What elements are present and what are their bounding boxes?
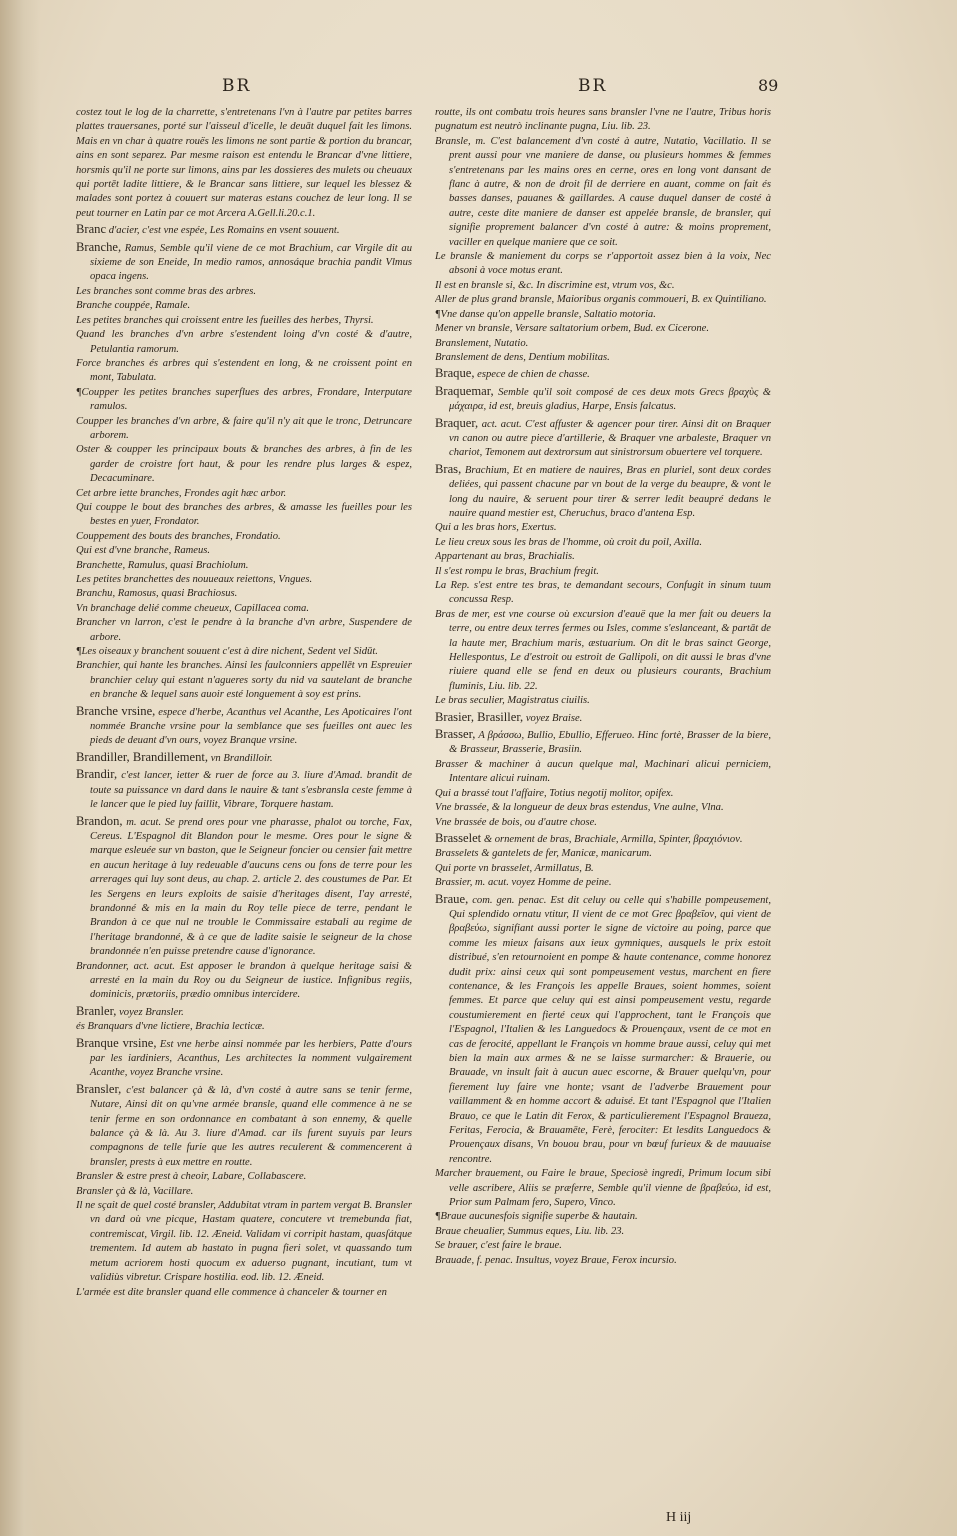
entry-text: Brandonner, act. acut. Est apposer le brandon à quelque heritage saisi & arresté en la main du Roy ou du Seigneur de iustice. Infignibus regiis, dominicis, prætoriis, prædio omnibus intercidere.	[76, 960, 412, 1001]
dictionary-entry	[76, 299, 412, 313]
entry-text: Le lieu creux sous les bras de l'homme, où croit du poil, Axilla.	[435, 536, 702, 548]
dictionary-entry	[76, 221, 412, 238]
dictionary-entry	[76, 544, 412, 558]
entry-headword: Braque,	[435, 366, 475, 381]
entry-text: Branchette, Ramulus, quasi Brachiolum.	[76, 559, 249, 571]
dictionary-entry	[435, 106, 771, 135]
entry-text: Mener vn bransle, Versare saltatorium orbem, Bud. ex Cicerone.	[435, 323, 710, 335]
entry-text: Qui est d'vne branche, Rameus.	[76, 545, 211, 557]
dictionary-entry	[435, 308, 771, 322]
entry-text: m. acut. Se prend ores pour vne pharasse, phalot ou torche, Fax, Cereus. L'Espagnol dit Blandon pour le mesme. Ores pour le signe & marque esleuée sur vn baston, que le Seigneur foncier ou censier fait mettre en aucun heritage à luy redeuable d'aucuns cens ou fons de terre pour les arrerages qui luy sont deus, au chap. 2. article 2. des coustumes de Par. Et les Sergens en leurs exploits de saisie d'heritages disent, I'ay arresté, brandonné & mis en la main du Roy telle piece de terre, pendant le Brandon à ce que nul ne trouble le Commissaire estabali au regime de l'heritage brandonné, & à ce que de ladite saisie le seigneur de la chose brandonnée n'en puisse pretendre cause d'ignorance.	[90, 816, 412, 958]
dictionary-entry	[435, 891, 771, 1168]
entry-text: d'acier, c'est vne espée, Les Romains en vsent souuent.	[108, 225, 340, 237]
entry-text: Qui a les bras hors, Exertus.	[435, 522, 557, 534]
dictionary-entry	[435, 1210, 771, 1224]
entry-headword: Brasser,	[435, 727, 476, 742]
entry-text: Brassier, m. acut. voyez Homme de peine.	[435, 877, 612, 889]
dictionary-entry	[76, 530, 412, 544]
entry-headword: Branche vrsine,	[76, 703, 156, 718]
dictionary-entry	[435, 322, 771, 336]
entry-text: Brauade, f. penac. Insultus, voyez Braue, Ferox incursio.	[435, 1254, 677, 1266]
dictionary-entry	[76, 813, 412, 960]
dictionary-entry	[76, 415, 412, 444]
entry-headword: Branler,	[76, 1003, 117, 1018]
dictionary-entry	[435, 351, 771, 365]
dictionary-entry	[435, 787, 771, 801]
entry-text: Oster & coupper les principaux bouts & branches des arbres, à fin de les garder de croistre fort haut, & pour les rendre plus larges & espez, Decacuminare.	[76, 444, 412, 485]
dictionary-entry	[76, 559, 412, 573]
right-column	[435, 106, 771, 1496]
dictionary-entry	[435, 847, 771, 861]
entry-headword: Bras,	[435, 461, 462, 476]
running-head-right: BR	[578, 76, 608, 96]
entry-text: Le bransle & maniement du corps se r'apportoit assez bien à la voix, Nec absoni à voce motus erant.	[435, 251, 771, 277]
dictionary-entry	[435, 876, 771, 890]
dictionary-entry	[76, 616, 412, 645]
entry-headword: Branque vrsine,	[76, 1035, 157, 1050]
entry-text: és Branquars d'vne lictiere, Brachia lecticæ.	[76, 1021, 265, 1033]
entry-text: Force branches és arbres qui s'estendent en long, & ne croissent point en mont, Tabulata.	[76, 357, 412, 384]
dictionary-entry	[76, 357, 412, 386]
entry-text: Il ne sçait de quel costé bransler, Addubitat vtram in partem vergat B. Bransler vn dard où vne picque, Hastam quatere, concutere vt tremebunda fiat, contremiscat, Virgil. lib. 12. Æneid. Validam vi corripit hastam, quasſátque trementem. Id autem ab hastato in pugna fieri solet, vt quassando tum metum acriorem hosti quocum ex aduerso pugnant, incutiant, tum vt validiùs vibretur. Crispare hostilia. eod. lib. 12. Æneid.	[76, 1200, 412, 1284]
dictionary-entry	[76, 487, 412, 501]
page-number: 89	[758, 76, 779, 95]
dictionary-entry	[435, 536, 771, 550]
entry-text: vn Brandilloir.	[210, 752, 273, 764]
dictionary-entry	[435, 565, 771, 579]
dictionary-entry	[76, 766, 412, 812]
entry-text: ¶Les oiseaux y branchent souuent c'est à dire nichent, Sedent vel Sidūt.	[76, 646, 378, 658]
dictionary-entry	[76, 1170, 412, 1184]
entry-text: La Rep. s'est entre tes bras, te demandant secours, Confugit in sinum tuum concussa Resp.	[435, 580, 771, 606]
dictionary-entry	[435, 758, 771, 787]
dictionary-entry	[76, 749, 412, 766]
entry-text: Branchier, qui hante les branches. Ainsi les faulconniers appellēt vn Espreuier branchier celuy qui estant n'agueres sorty du nid va sautelant de branche en branche & lequel sans auoir esté longuement à soy est prins.	[76, 660, 412, 701]
entry-text: A βράσσω, Bullio, Ebullio, Efferueo. Hinc fortè, Brasser de la biere, & Brasseur, Brasserie, Brasiin.	[449, 730, 771, 756]
dictionary-entry	[76, 1035, 412, 1081]
dictionary-entry	[76, 602, 412, 616]
dictionary-entry	[76, 1286, 412, 1300]
dictionary-entry	[76, 386, 412, 415]
entry-text: act. acut. C'est affuster & agencer pour tirer. Ainsi dit on Braquer vn canon ou autre piece d'artillerie, & Braquer vne arbaleste, Braquer vn chariot, Temonem aut dextrorsum aut sinistrorsum obuertere vel torquere.	[449, 418, 771, 459]
entry-text: Qui porte vn brasselet, Armillatus, B.	[435, 862, 594, 874]
dictionary-entry	[76, 1003, 412, 1020]
dictionary-entry	[435, 709, 771, 726]
dictionary-entry	[435, 250, 771, 279]
dictionary-entry	[76, 587, 412, 601]
entry-text: Branche couppée, Ramale.	[76, 300, 191, 312]
dictionary-entry	[435, 383, 771, 415]
entry-text: Qui couppe le bout des branches des arbres, & amasse les fueilles pour les bestes en yuer, Frondator.	[76, 501, 412, 528]
dictionary-entry	[76, 1199, 412, 1285]
dictionary-entry	[435, 279, 771, 293]
entry-text: Est vne herbe ainsi nommée par les herbiers, Patte d'ours par les iardiniers, Acanthus, Les architectes la nomment vulgairement Acanthe, voyez Branche vrsine.	[90, 1038, 412, 1079]
dictionary-entry	[435, 521, 771, 535]
dictionary-entry	[76, 1081, 412, 1170]
entry-text: Brasselets & gantelets de fer, Manicæ, manicarum.	[435, 848, 652, 860]
entry-headword: Brasier, Brasiller,	[435, 709, 524, 724]
dictionary-entry	[435, 1225, 771, 1239]
dictionary-entry	[435, 830, 771, 847]
entry-text: Bras de mer, est vne course où excursion d'eauë que la mer fait ou deuers la terre, ou entre deux terres fermes ou Isles, comme s'eslanceant, & partāt de la haute mer, Brachium maris, æstuarium. On dit le bras sainct George, Hellespontus, Le d'estroit ou estroit de Gallipoli, on dit aussi le bras d'vne riuiere quand elle se fend en deux ou plusieurs courants, Brachium fluminis, Liu. lib. 22.	[435, 608, 771, 692]
entry-headword: Bransler,	[76, 1081, 122, 1096]
entry-text: Branchu, Ramosus, quasi Brachiosus.	[76, 588, 238, 600]
dictionary-entry	[76, 645, 412, 659]
entry-text: c'est lancer, ietter & ruer de force au 3. liure d'Amad. brandit de toute sa puissance vn dard dans le nauire & tant s'esbransla ceste femme à le lancer que le pied luy faillit, Vibrare, Torquere hastam.	[90, 770, 412, 811]
entry-text: Braue cheualier, Summus eques, Liu. lib. 23.	[435, 1225, 625, 1237]
dictionary-entry	[76, 960, 412, 1003]
entry-text: Les petites branchettes des nouueaux reiettons, Vngues.	[76, 574, 313, 585]
entry-text: Les branches sont comme bras des arbres.	[76, 285, 256, 297]
dictionary-entry	[435, 608, 771, 694]
entry-text: Branslement, Nutatio.	[435, 337, 529, 349]
entry-headword: Braue,	[435, 891, 469, 906]
entry-headword: Brandir,	[76, 767, 118, 782]
entry-text: c'est balancer çà & là, d'vn costé à autre sans se tenir ferme, Nutare, Ainsi dit on qu'vne armée bransle, quand elle commence à ne se tenir ferme en son ordonnance en combatant à son ennemy, & quelle balance çà & là. Au 3. liure d'Amad. car ils furent suyuis par leurs compagnons de telle furie que les autres reculerent & commencerent à bransler, prests à eux mettre en routte.	[90, 1084, 412, 1168]
entry-text: Vne brassée, & la longueur de deux bras estendus, Vne aulne, Vlna.	[435, 802, 724, 814]
dictionary-entry	[435, 135, 771, 250]
entry-text: voyez Braise.	[525, 712, 583, 724]
dictionary-entry	[76, 106, 412, 221]
entry-text: Coupper les branches d'vn arbre, & faire qu'il n'y ait que le tronc, Detruncare arborem.	[76, 415, 412, 441]
entry-text: Vn branchage delié comme cheueux, Capillacea coma.	[76, 602, 309, 614]
dictionary-entry	[76, 1020, 412, 1034]
dictionary-entry	[435, 1167, 771, 1210]
entry-text: Brasser & machiner à aucun quelque mal, Machinari alicui perniciem, Intentare alicui ruinam.	[435, 758, 771, 785]
entry-text: com. gen. penac. Est dit celuy ou celle qui s'habille pompeusement, Qui splendido ornatu vtitur, Il vient de ce mot Grec βραβεῖον, qui vient de βραβεύω, signifiant aussi porter le signe de victoire au poing, parce que comme les mieux faisans aux ieux gymniques, ausquels le prix estoit distribué, s'en retournoient en pompe & haute contenance, comme honorez dudit prix: ainsi ceux qui sont pompeusement vestus, marchent en fiere contenance, & les François les appelle Braues, soient hommes, soient femmes. Et parce que celuy qui est ainsi pompeusement vestu, regarde coustumierement en fierté ceux qui l'approchent, tant le François que l'Espagnol, l'Italien & les Languedocs & Prouençaux, vsent de ce mot en cas de ferocité, appellant le François vn homme braue aussi, celuy qui met bien la main aux armes & ne se laisse surmarcher: & Brauerie, ou Brauade, vn insult fait à aucun auec escorne, & Brauer quelqu'vn, pour fierement luy faire vne honte; vsant de l'adverbe Brauement pour vaillamment & en homme accort & aduisé. Et tant l'Espagnol que l'Italien Brauo, ce que le Latin dit Ferox, & particulierement l'Espagnol Braueza, Feritas, Ferocia, & Brauamēte, Ferè, ferociter: Et lesdits Languedocs & Prouençaux disans, Vn bouou brau, pour vn bœuf furieux & de mauuaise rencontre.	[449, 894, 771, 1165]
entry-headword: Braquer,	[435, 415, 479, 430]
entry-text: Bransler çà & là, Vacillare.	[76, 1185, 194, 1197]
dictionary-entry	[76, 239, 412, 285]
dictionary-entry	[435, 550, 771, 564]
dictionary-entry	[76, 501, 412, 530]
entry-text: Brancher vn larron, c'est le pendre à la branche d'vn arbre, Suspendere de arbore.	[76, 617, 412, 643]
entry-text: Aller de plus grand bransle, Maioribus organis commoueri, B. ex Quintiliano.	[435, 294, 767, 306]
entry-text: Couppement des bouts des branches, Frondatio.	[76, 530, 281, 542]
dictionary-entry	[435, 726, 771, 758]
page-edge-shadow	[0, 0, 40, 1536]
entry-headword: Braquemar,	[435, 383, 494, 398]
entry-text: & ornement de bras, Brachiale, Armilla, Spinter, βραχιόνιον.	[483, 833, 743, 845]
entry-text: ¶Coupper les petites branches superflues des arbres, Frondare, Interputare ramulos.	[76, 386, 412, 413]
entry-text: Il est en bransle si, &c. In discrimine est, vtrum vos, &c.	[435, 279, 675, 291]
entry-text: Ramus, Semble qu'il viene de ce mot Brachium, car Virgile dit au sixieme de son Eneide, In medio ramos, annosáque brachia pandit Vlmus opaca ingens.	[90, 242, 412, 283]
entry-headword: Branche,	[76, 239, 122, 254]
entry-text: Qui a brassé tout l'affaire, Totius negotij molitor, opifex.	[435, 787, 674, 799]
dictionary-entry	[435, 694, 771, 708]
entry-text: Quand les branches d'vn arbre s'estendent loing d'vn costé & d'autre, Petulantia ramorum.	[76, 329, 412, 355]
dictionary-entry	[435, 579, 771, 608]
entry-text: Le bras seculier, Magistratus ciuilis.	[435, 695, 590, 707]
dictionary-entry	[435, 365, 771, 382]
dictionary-entry	[435, 801, 771, 815]
entry-headword: Brandon,	[76, 813, 123, 828]
entry-text: costez tout le log de la charrette, s'entretenans l'vn à l'autre par petites barres plattes trauersanes, porté sur l'aisseul d'icelle, le deuāt duquel fait les limons. Mais en vn char à quatre rouës les limons ne sont partie & portion du brancar, ains en sont separez. Par mesme raison est entendu le Brancar d'vne littiere, horsmis qu'il ne porte sur limons, ains par les dossieres des mulets ou cheuaux qui portēt ladite littiere, & le Brancar sans littiere, sur lequel les blessez & malades sont portez à couuert sur materas estans couchez de leur long. Il se peut tourner en Latin par ce mot Arcera A.Gell.li.20.c.1.	[76, 107, 412, 219]
dictionary-entry	[76, 1185, 412, 1199]
entry-text: Bransle, m. C'est balancement d'vn costé à autre, Nutatio, Vacillatio. Il se prent aussi pour vne maniere de danse, ou plusieurs hommes & femmes s'entretenans par les mains ores en cerne, ores en long vont dansant de flanc à autre, & non de droit fil de derriere en auant, comme on fait és basses danses, pauanes & gaillardes. A cause duquel danser de costé à autre, ceste dite maniere de danser est appelée bransle, de bransler, qui signifie proprement balancer d'vn costé à autre: & moins proprement, vaciller en quelque maniere que ce soit.	[435, 135, 771, 248]
entry-text: espece d'herbe, Acanthus vel Acanthe, Les Apoticaires l'ont nommée Branche vrsine pour la semblance que ses fueilles ont auec les pieds de deuant d'vn ours, voyez Branque vrsine.	[90, 706, 412, 747]
entry-text: ¶Braue aucunesfois signifie superbe & hautain.	[435, 1211, 638, 1223]
entry-text: Appartenant au bras, Brachialis.	[435, 551, 575, 563]
entry-text: Bransler & estre prest à cheoir, Labare, Collabascere.	[76, 1171, 307, 1183]
entry-headword: Brasselet	[435, 830, 482, 845]
entry-text: Il s'est rompu le bras, Brachium fregit.	[435, 565, 599, 577]
dictionary-entry	[435, 415, 771, 461]
entry-text: Vne brassée de bois, ou d'autre chose.	[435, 816, 597, 828]
entry-text: espece de chien de chasse.	[477, 369, 590, 381]
entry-headword: Branc	[76, 222, 107, 237]
dictionary-entry	[435, 1254, 771, 1268]
dictionary-entry	[76, 285, 412, 299]
dictionary-entry	[76, 328, 412, 357]
signature-mark: H iij	[666, 1510, 692, 1525]
dictionary-entry	[435, 1239, 771, 1253]
dictionary-entry	[76, 573, 412, 587]
entry-text: Cet arbre iette branches, Frondes agit hæc arbor.	[76, 487, 287, 499]
entry-text: Brachium, Et en matiere de nauires, Bras en pluriel, sont deux cordes deliées, qui passent chacune par vn bout de la verge du beaupre, & vont le long du nauire, & seruent pour tirer & serrer ledit beaupré dedans le nauire quand mestier est, Cheruchus, braco d'antena Esp.	[449, 464, 771, 519]
dictionary-entry	[435, 293, 771, 307]
running-head-left: BR	[222, 76, 252, 96]
left-column	[76, 106, 412, 1496]
entry-text: Les petites branches qui croissent entre les fueilles des herbes, Thyrsi.	[76, 314, 374, 326]
dictionary-entry	[76, 659, 412, 702]
dictionary-entry	[76, 443, 412, 486]
entry-text: L'armée est dite bransler quand elle commence à chanceler & tourner en	[76, 1286, 387, 1298]
entry-text: routte, ils ont combatu trois heures sans bransler l'vne ne l'autre, Tribus horis pugnatum est neutrò inclinante pugna, Liu. lib. 23.	[435, 107, 771, 133]
dictionary-entry	[435, 862, 771, 876]
entry-headword: Brandiller, Brandillement,	[76, 749, 209, 764]
entry-text: Branslement de dens, Dentium mobilitas.	[435, 351, 610, 363]
entry-text: ¶Vne danse qu'on appelle bransle, Saltatio motoria.	[435, 308, 656, 320]
entry-text: Marcher brauement, ou Faire le braue, Speciosè ingredi, Primum locum sibi velle ascribere, Aliis se præferre, Semble qu'il vienne de βραβεύω, id est, Prior sum Palmam fero, Supero, Vinco.	[435, 1168, 771, 1209]
entry-text: Se brauer, c'est faire le braue.	[435, 1240, 562, 1252]
dictionary-entry	[76, 703, 412, 749]
dictionary-entry	[435, 461, 771, 522]
entry-text: Semble qu'il soit composé de ces deux mots Grecs βραχὺς & μάχαιρα, id est, breuis gladius, Harpe, Ensis falcatus.	[449, 386, 771, 413]
dictionary-entry	[435, 816, 771, 830]
dictionary-entry	[76, 314, 412, 328]
entry-text: voyez Bransler.	[119, 1006, 184, 1018]
dictionary-entry	[435, 337, 771, 351]
